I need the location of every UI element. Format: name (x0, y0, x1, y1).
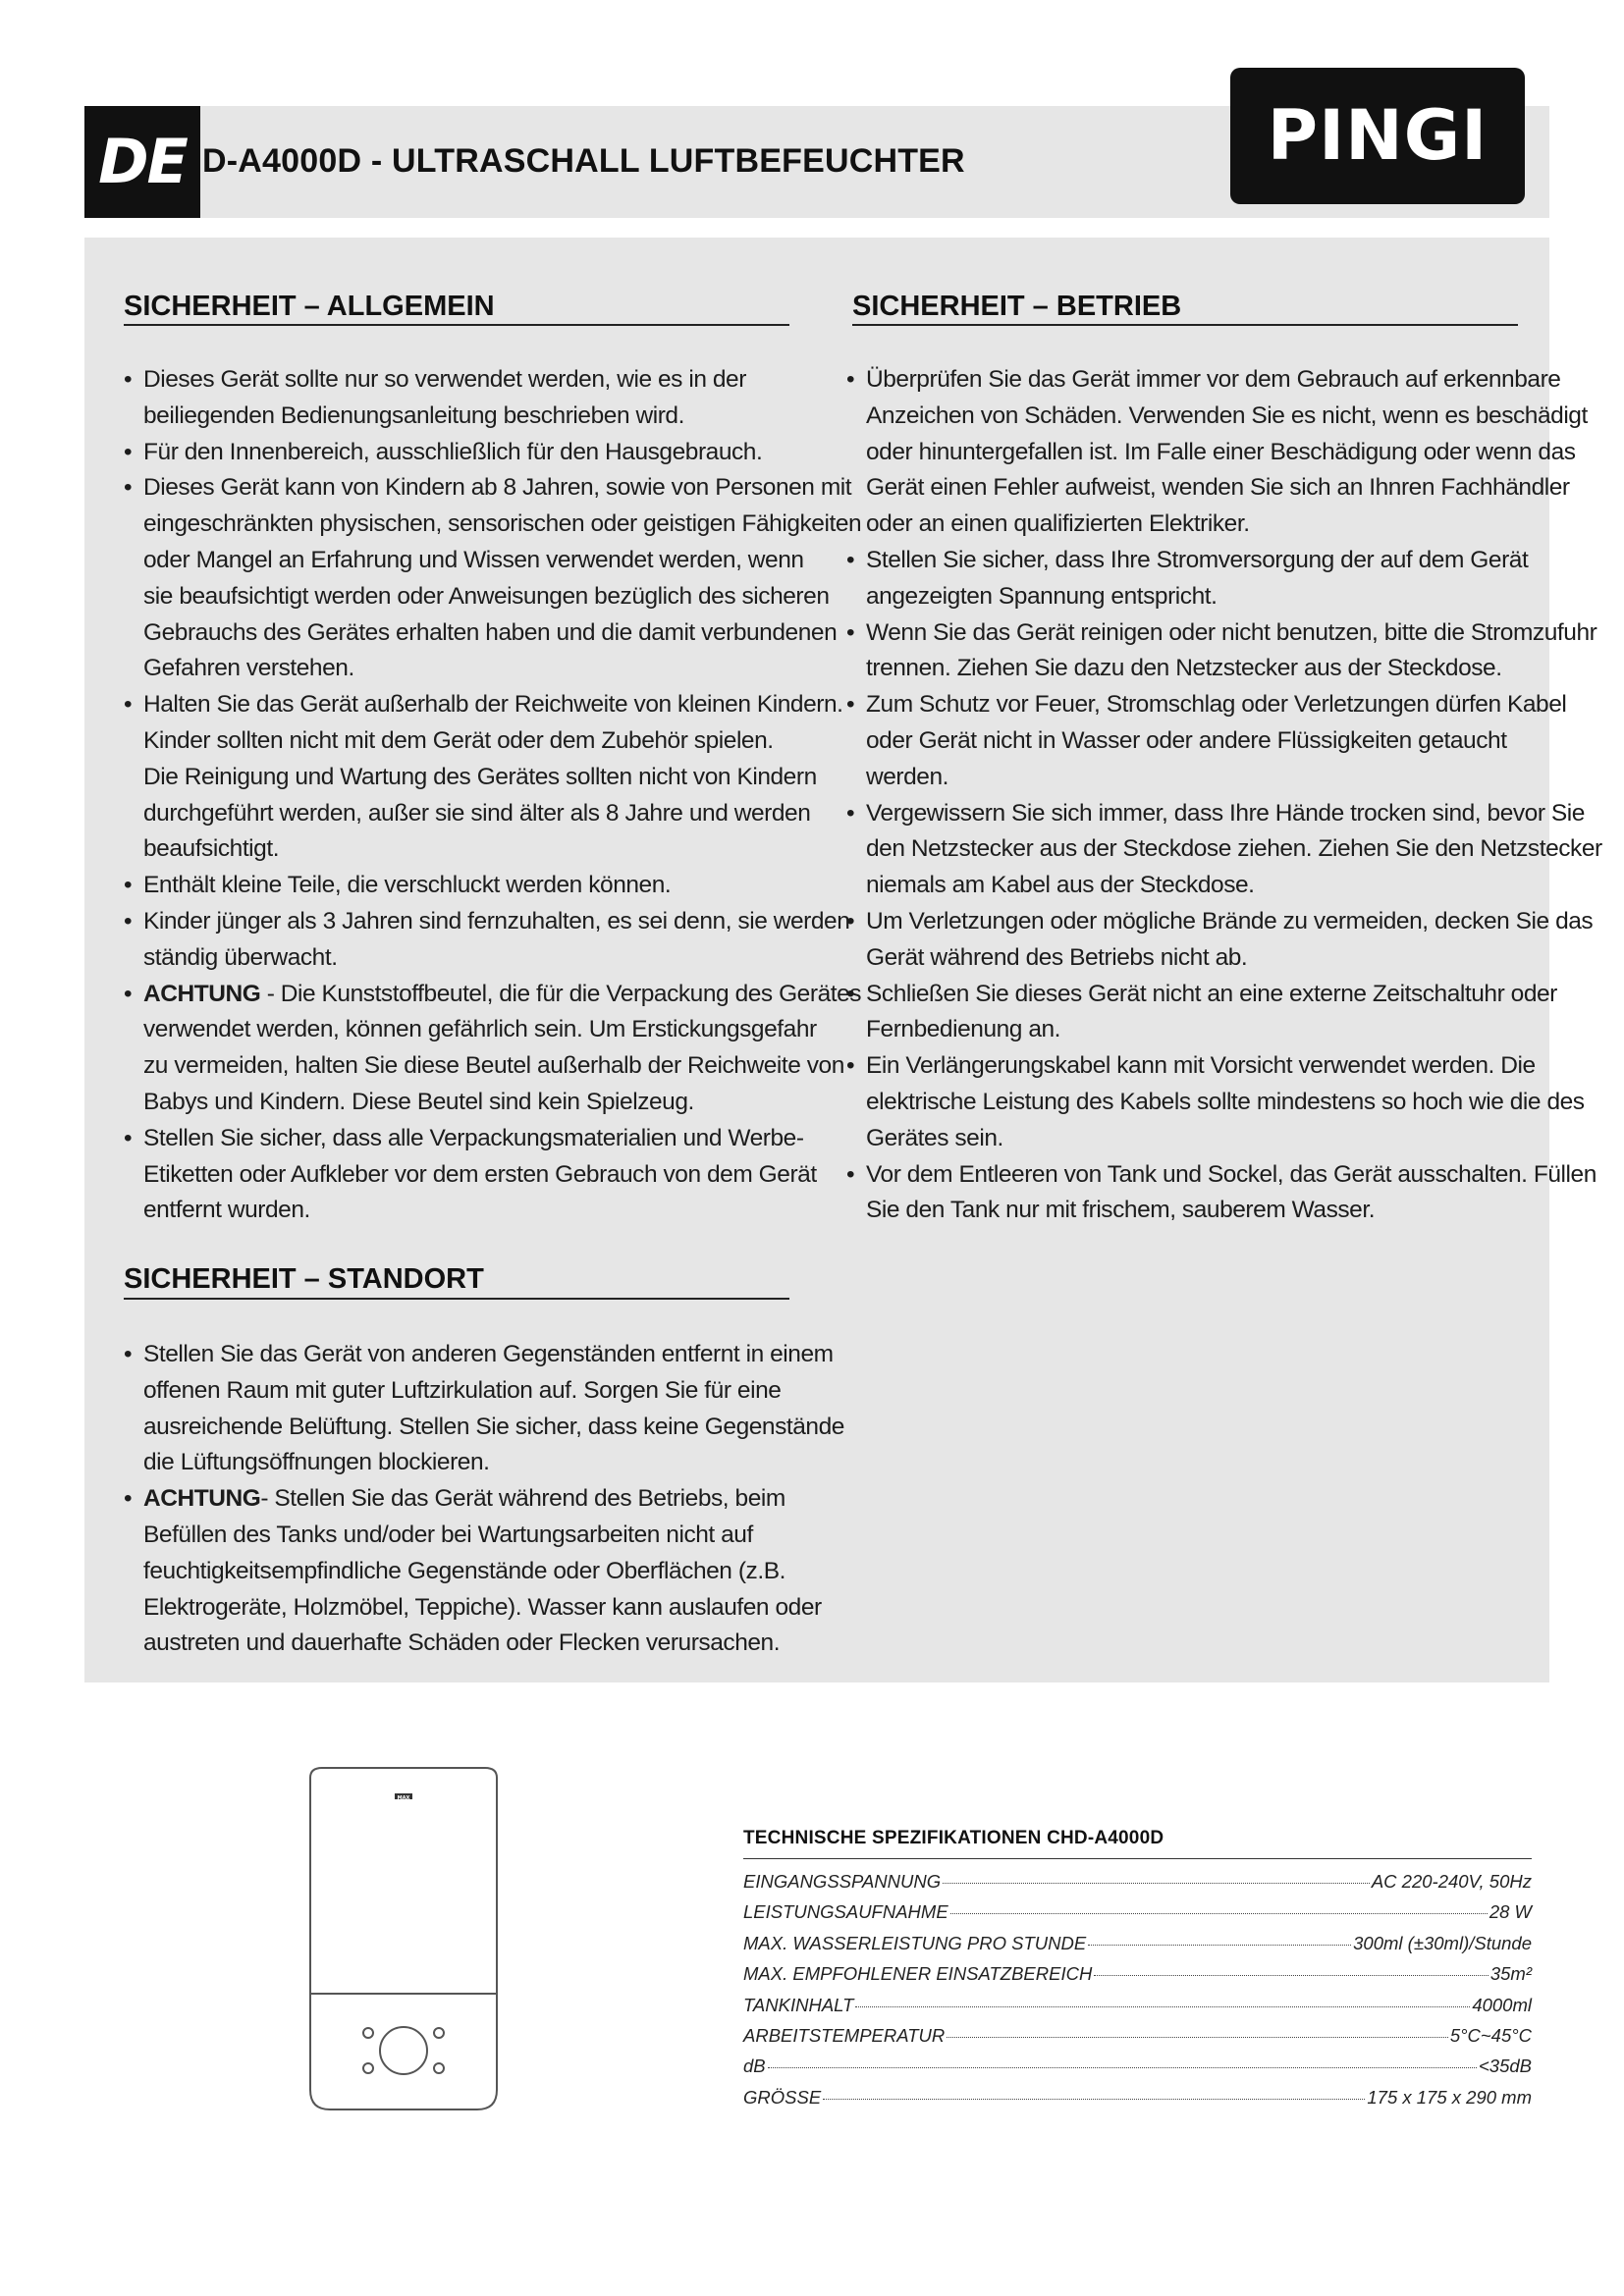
list-item (844, 1157, 1602, 1230)
text-line: oder an einen qualifizierten Elektriker. (866, 510, 1250, 538)
list-item (844, 687, 1602, 795)
text-line: • Dieses Gerät sollte nur so verwendet werden, wie es in der (143, 366, 746, 393)
spec-leader (947, 2037, 1448, 2038)
text-line: offenen Raum mit guter Luftzirkulation auf. Sorgen Sie für eine (143, 1376, 782, 1404)
spec-value: 35m² (1489, 1963, 1532, 1985)
text-line: Fernbedienung an. (866, 1016, 1061, 1043)
text-line: oder hinuntergefallen ist. Im Falle einer Beschädigung oder wenn das (866, 438, 1576, 465)
button-icon (363, 2028, 373, 2038)
text-line: Gebrauchs des Gerätes erhalten haben und die damit verbundenen (143, 618, 838, 646)
list-item (844, 977, 1602, 1049)
text-line: • Stellen Sie sicher, dass alle Verpackungsmaterialien und Werbe- (143, 1124, 804, 1151)
text-line: oder Mangel an Erfahrung und Wissen verwendet werden, wenn (143, 546, 804, 573)
spec-row (743, 2056, 1532, 2086)
spec-label: LEISTUNGSAUFNAHME (743, 1901, 948, 1923)
text-line: zu vermeiden, halten Sie diese Beutel außerhalb der Reichweite von (143, 1052, 844, 1080)
button-icon (434, 2028, 444, 2038)
list-item (122, 1121, 861, 1229)
text-line: entfernt wurden. (143, 1197, 310, 1224)
spec-leader (943, 1883, 1370, 1884)
text-line: beiliegenden Bedienungsanleitung beschrieben wird. (143, 401, 684, 429)
spec-label: MAX. EMPFOHLENER EINSATZBEREICH (743, 1963, 1093, 1985)
spec-row (743, 1963, 1532, 1994)
spec-row (743, 1933, 1532, 1963)
spec-row (743, 2087, 1532, 2117)
text-line: Gerät einen Fehler aufweist, wenden Sie sich an Ihnren Fachhändler (866, 474, 1570, 502)
text-line: ausreichende Belüftung. Stellen Sie sicher, dass keine Gegenstände (143, 1413, 844, 1440)
text-line: Etiketten oder Aufkleber vor dem ersten Gebrauch von dem Gerät (143, 1160, 817, 1188)
spec-rule (743, 1858, 1532, 1859)
text-line: die Lüftungsöffnungen blockieren. (143, 1449, 490, 1476)
text-line: • Schließen Sie dieses Gerät nicht an eine externe Zeitschaltuhr oder (866, 980, 1557, 1007)
text-line: Anzeichen von Schäden. Verwenden Sie es nicht, wenn es beschädigt (866, 401, 1588, 429)
button-icon (363, 2063, 373, 2073)
brand-logo: PINGI (1230, 68, 1525, 204)
spec-value: <35dB (1478, 2056, 1532, 2077)
text-line: • ACHTUNG - Die Kunststoffbeutel, die für die Verpackung des Gerätes (143, 980, 862, 1007)
list-betrieb (844, 362, 1602, 1229)
list-item (122, 687, 861, 868)
spec-value: 28 W (1489, 1901, 1532, 1923)
device-logo-text: MAX (397, 1795, 410, 1801)
text-line: • Überprüfen Sie das Gerät immer vor dem Gebrauch auf erkennbare (866, 366, 1561, 393)
spec-label: MAX. WASSERLEISTUNG PRO STUNDE (743, 1932, 1087, 1953)
spec-value: AC 220-240V, 50Hz (1371, 1871, 1532, 1892)
warning-label: ACHTUNG (143, 1485, 261, 1513)
spec-label: EINGANGSSPANNUNG (743, 1871, 942, 1892)
text-line: verwendet werden, können gefährlich sein. Um Erstickungsgefahr (143, 1016, 817, 1043)
text-line: • Zum Schutz vor Feuer, Stromschlag oder Verletzungen dürfen Kabel (866, 691, 1567, 719)
list-item (122, 470, 861, 687)
text-line: • Vor dem Entleeren von Tank und Sockel, das Gerät ausschalten. Füllen (866, 1160, 1597, 1188)
spec-label: ARBEITSTEMPERATUR (743, 2024, 946, 2046)
list-item (844, 362, 1602, 543)
heading-rule (124, 1298, 789, 1300)
control-dial-icon (380, 2027, 427, 2074)
document-title: D-A4000D - ULTRASCHALL LUFTBEFEUCHTER (202, 142, 965, 180)
spec-value: 4000ml (1472, 1994, 1532, 2015)
list-item (844, 543, 1602, 615)
text-line: niemals am Kabel aus der Steckdose. (866, 872, 1255, 899)
spec-table (743, 1871, 1532, 2117)
text-line: • Stellen Sie sicher, dass Ihre Stromversorgung der auf dem Gerät (866, 546, 1529, 573)
list-item (844, 904, 1602, 977)
text-line: werden. (866, 763, 949, 790)
heading-allgemein: SICHERHEIT – ALLGEMEIN (124, 291, 495, 322)
text-line: elektrische Leistung des Kabels sollte mindestens so hoch wie die des (866, 1088, 1585, 1115)
tank-outline (310, 1768, 497, 2109)
text-line: ständig überwacht. (143, 943, 338, 971)
button-icon (434, 2063, 444, 2073)
spec-row (743, 1995, 1532, 2025)
heading-rule (124, 324, 789, 326)
spec-value: 175 x 175 x 290 mm (1367, 2086, 1532, 2108)
list-item (122, 362, 861, 435)
text-line: sie beaufsichtigt werden oder Anweisungen bezüglich des sicheren (143, 582, 830, 610)
text-line: • ACHTUNG- Stellen Sie das Gerät während des Betriebs, beim (143, 1485, 785, 1513)
text-line: Sie den Tank nur mit frischem, sauberem Wasser. (866, 1197, 1376, 1224)
text-line: oder Gerät nicht in Wasser oder andere Flüssigkeiten getaucht (866, 726, 1507, 754)
text-line: beaufsichtigt. (143, 835, 280, 863)
spec-value: 300ml (±30ml)/Stunde (1353, 1932, 1532, 1953)
text-line: • Ein Verlängerungskabel kann mit Vorsicht verwendet werden. Die (866, 1052, 1536, 1080)
text-line: Babys und Kindern. Diese Beutel sind kein Spielzeug. (143, 1088, 694, 1115)
list-item (122, 977, 861, 1121)
text-line: • Enthält kleine Teile, die verschluckt werden können. (143, 872, 672, 899)
text-line: • Um Verletzungen oder mögliche Brände zu vermeiden, decken Sie das (866, 907, 1594, 934)
list-item (844, 615, 1602, 688)
list-allgemein (122, 362, 861, 1229)
text-line: Die Reinigung und Wartung des Gerätes sollten nicht von Kindern (143, 763, 817, 790)
heading-standort: SICHERHEIT – STANDORT (124, 1263, 484, 1295)
heading-rule (852, 324, 1518, 326)
list-item (122, 1481, 844, 1662)
spec-leader (768, 2067, 1477, 2068)
text-line: feuchtigkeitsempfindliche Gegenstände oder Oberflächen (z.B. (143, 1557, 785, 1584)
text-line: Gerät während des Betriebs nicht ab. (866, 943, 1248, 971)
list-item (844, 796, 1602, 904)
list-item (844, 1048, 1602, 1156)
spec-label: GRÖSSE (743, 2086, 822, 2108)
text-line: • Stellen Sie das Gerät von anderen Gegenständen entfernt in einem (143, 1341, 834, 1367)
text-line: Kinder sollten nicht mit dem Gerät oder dem Zubehör spielen. (143, 726, 774, 754)
text-line: Befüllen des Tanks und/oder bei Wartungsarbeiten nicht auf (143, 1521, 753, 1548)
spec-leader (950, 1913, 1488, 1914)
spec-leader (855, 2006, 1470, 2007)
spec-value: 5°C~45°C (1449, 2024, 1532, 2046)
list-standort (122, 1337, 844, 1662)
text-line: • Vergewissern Sie sich immer, dass Ihre Hände trocken sind, bevor Sie (866, 799, 1585, 827)
text-line: • Kinder jünger als 3 Jahren sind fernzuhalten, es sei denn, sie werden (143, 907, 850, 934)
text-line: austreten und dauerhafte Schäden oder Flecken verursachen. (143, 1629, 781, 1657)
spec-row (743, 1871, 1532, 1901)
text-line: Gerätes sein. (866, 1124, 1003, 1151)
list-item (122, 904, 861, 977)
text-line: eingeschränkten physischen, sensorischen oder geistigen Fähigkeiten (143, 510, 862, 538)
list-item (122, 1337, 844, 1481)
spec-row (743, 1901, 1532, 1932)
list-item (122, 435, 861, 471)
warning-label: ACHTUNG (143, 980, 261, 1007)
humidifier-drawing (297, 1764, 511, 2117)
text-line: Gefahren verstehen. (143, 655, 354, 682)
spec-label: dB (743, 2056, 766, 2077)
text-line: durchgeführt werden, außer sie sind älter als 8 Jahre und werden (143, 799, 811, 827)
spec-row (743, 2025, 1532, 2056)
list-item (122, 868, 861, 904)
spec-leader (1088, 1945, 1351, 1946)
spec-title: TECHNISCHE SPEZIFIKATIONEN CHD-A4000D (743, 1828, 1164, 1848)
heading-betrieb: SICHERHEIT – BETRIEB (852, 291, 1182, 322)
text-line: • Halten Sie das Gerät außerhalb der Reichweite von kleinen Kindern. (143, 691, 843, 719)
text-line: • Für den Innenbereich, ausschließlich für den Hausgebrauch. (143, 438, 763, 465)
text-line: • Dieses Gerät kann von Kindern ab 8 Jahren, sowie von Personen mit (143, 474, 852, 502)
spec-leader (1094, 1975, 1489, 1976)
text-line: trennen. Ziehen Sie dazu den Netzstecker aus der Steckdose. (866, 655, 1502, 682)
text-line: angezeigten Spannung entspricht. (866, 582, 1218, 610)
spec-label: TANKINHALT (743, 1994, 854, 2015)
text-line: • Wenn Sie das Gerät reinigen oder nicht benutzen, bitte die Stromzufuhr (866, 618, 1597, 646)
text-line: Elektrogeräte, Holzmöbel, Teppiche). Wasser kann auslaufen oder (143, 1593, 822, 1621)
language-badge: DE (84, 106, 200, 218)
text-line: den Netzstecker aus der Steckdose ziehen. Ziehen Sie den Netzstecker (866, 835, 1602, 863)
spec-leader (823, 2099, 1365, 2100)
